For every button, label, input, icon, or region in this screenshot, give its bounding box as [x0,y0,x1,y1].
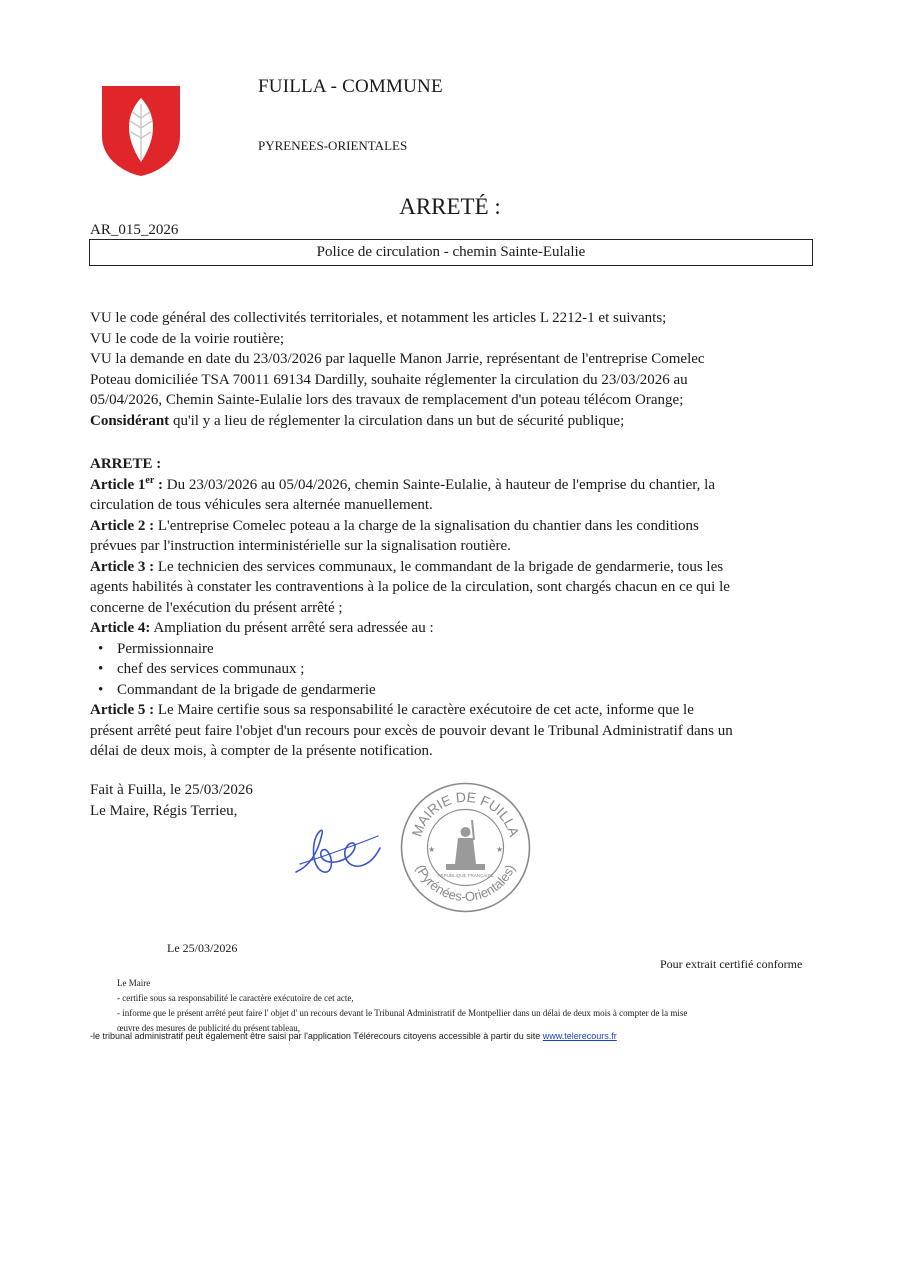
signoff-block [90,780,253,822]
marianne-icon [446,820,485,870]
footer-line: - informe que le présent arrêté peut faire l' objet d' un recours devant le Tribunal Administratif de Montpellier dans un délai de deux mois à compter de la mise [117,1008,688,1018]
commune-name: FUILLA - COMMUNE [258,76,443,97]
certified-note: Pour extrait certifié conforme [660,957,803,971]
footer-date: Le 25/03/2026 [167,941,238,955]
article-2-line-2: prévues par l'instruction interministérielle sur la signalisation routière. [90,538,511,554]
bullet-icon: • [98,661,104,677]
article-3-line-2: agents habilités à constater les contraventions à la police de la circulation, sont chargés chacun en ce qui le [90,579,730,595]
bullet-icon: • [98,681,104,698]
department-name: PYRENEES-ORIENTALES [258,138,408,153]
recipient-list [90,639,816,701]
article-5-line-2: présent arrêté peut faire l'objet d'un recours pour excès de pouvoir devant le Tribunal Administratif dans un [90,722,733,739]
telerecours-link[interactable]: www.telerecours.fr [542,1031,617,1041]
article-4-label: Article 4: [90,620,151,636]
list-item: • Permissionnaire [90,639,816,660]
vu-voirie: VU le code de la voirie routière; [90,330,285,347]
footer-line: - certifie sous sa responsabilité le caractère exécutoire de cet acte, [117,993,354,1003]
footer-line: Le Maire [117,978,151,988]
subject-box [89,239,813,266]
article-1-label: Article 1er : [90,474,164,493]
article-1-line-2: circulation de tous véhicules sera alternée manuellement. [90,497,433,513]
star-icon: ★ [428,845,436,854]
place-date: Fait à Fuilla, le 25/03/2026 [90,782,253,798]
article-3-line-1: Article 3 : Le technicien des services communaux, le commandant de la brigade de gendarmerie, tous les [90,558,724,575]
footer-line: œuvre des mesures de publicité du présent tableau, [117,1023,300,1033]
vu-demande-1: VU la demande en date du 23/03/2026 par laquelle Manon Jarrie, représentant de l'entreprise Comelec [90,351,705,367]
vu-cgct: VU le code général des collectivités territoriales, et notamment les articles L 2212-1 et suivants; [90,310,667,326]
reference-number: AR_015_2026 [90,222,179,238]
signatory: Le Maire, Régis Terrieu, [90,803,238,819]
article-2-line-1: Article 2 : L'entreprise Comelec poteau a la charge de la signalisation du chantier dans les conditions [90,517,699,534]
stamp-bottom-text: (Pyrénées-Orientales) [413,862,518,905]
commune-crest-icon [100,84,182,178]
list-item: • chef des services communaux ; [90,659,816,680]
article-1-line-1: Article 1er : Du 23/03/2026 au 05/04/2026, chemin Sainte-Eulalie, à hauteur de l'emprise du chantier, la [90,474,715,493]
subject-text: Police de circulation - chemin Sainte-Eulalie [316,244,586,260]
legal-basis-block [90,308,816,431]
article-5-label: Article 5 : [90,702,155,718]
telerecours-line: -le tribunal administratif peut également être saisi par l'application Télérecours citoyens accessible à partir du site www.telerecours.fr [90,1031,617,1041]
article-3-label: Article 3 : [90,558,155,575]
considerant-text: qu'il y a lieu de réglementer la circulation dans un but de sécurité publique; [169,412,625,429]
article-5-line-1: Article 5 : Le Maire certifie sous sa responsabilité le caractère exécutoire de cet acte, informe que le [90,702,694,718]
vu-demande-2: Poteau domiciliée TSA 70011 69134 Dardilly, souhaite réglementer la circulation du 23/03/2026 au [90,371,688,388]
signature-icon [288,822,388,882]
star-icon: ★ [496,845,504,854]
considerant-line [90,411,816,432]
document-title: ARRETÉ : [399,194,501,219]
article-5-line-3: délai de deux mois, à compter de la présente notification. [90,743,433,759]
article-3-line-3: concerne de l'exécution du présent arrêté ; [90,599,343,616]
article-4-line: Article 4: Ampliation du présent arrêté sera adressée au : [90,620,434,636]
vu-demande-3: 05/04/2026, Chemin Sainte-Eulalie lors des travaux de remplacement d'un poteau télécom Orange; [90,392,684,408]
article-2-label: Article 2 : [90,517,155,534]
decision-heading: ARRETE : [90,456,162,472]
stamp-inner-text: RÉPUBLIQUE FRANÇAISE [437,873,494,878]
decision-block [90,454,816,762]
considerant-label: Considérant [90,412,170,429]
list-item: • Commandant de la brigade de gendarmerie [90,680,816,701]
bullet-icon: • [98,640,104,657]
mairie-stamp [398,780,533,915]
footer-notes [117,976,687,1036]
stamp-top-text: MAIRIE DE FUILLA [408,788,523,839]
